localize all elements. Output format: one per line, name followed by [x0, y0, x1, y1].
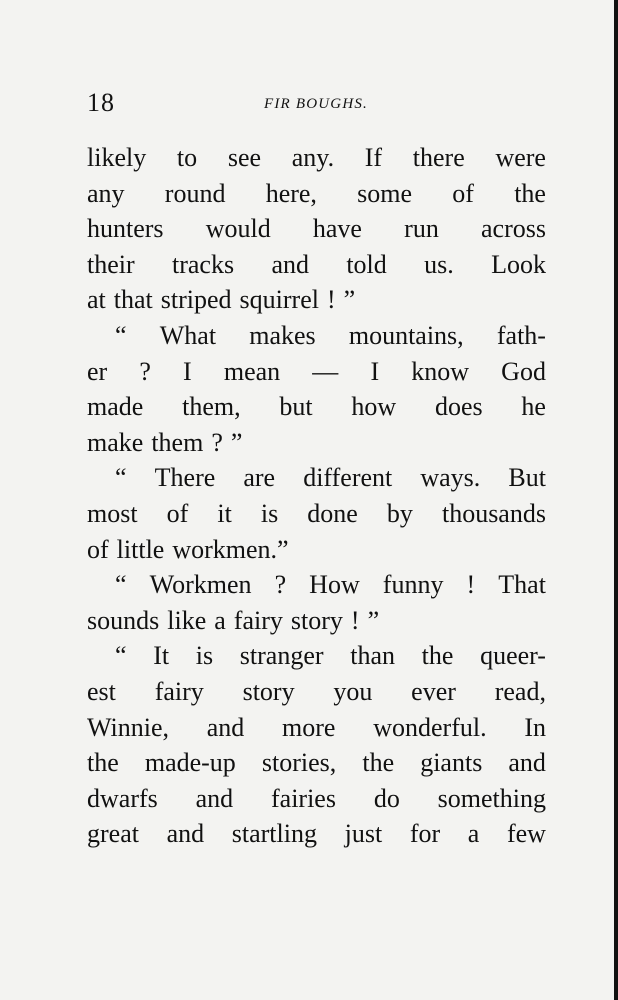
text-line: hunters would have run across	[87, 214, 546, 244]
text-line: their tracks and told us. Look	[87, 249, 546, 279]
text-line: dwarfs and fairies do something	[87, 783, 546, 813]
page-number: 18	[87, 88, 115, 117]
text-line: make them ? ”	[87, 427, 243, 457]
text-line: “ What makes mountains, fath-	[115, 320, 546, 350]
text-line: er ? I mean — I know God	[87, 356, 546, 386]
text-line: the made-up stories, the giants and	[87, 748, 546, 778]
running-title: FIR BOUGHS.	[263, 96, 368, 112]
text-line: “ Workmen ? How funny ! That	[115, 570, 546, 600]
text-line: of little workmen.”	[87, 534, 289, 564]
text-line: made them, but how does he	[87, 392, 546, 422]
text-line: at that striped squirrel ! ”	[87, 285, 356, 315]
text-line: Winnie, and more wonderful. In	[87, 712, 546, 742]
text-line: “ There are different ways. But	[115, 463, 546, 493]
text-line: most of it is done by thousands	[87, 498, 546, 528]
text-line: great and startling just for a few	[87, 819, 546, 849]
text-line: any round here, some of the	[87, 178, 546, 208]
text-line: likely to see any. If there were	[87, 143, 546, 172]
body-text	[87, 140, 546, 852]
text-line: sounds like a fairy story ! ”	[87, 605, 380, 635]
text-line: est fairy story you ever read,	[87, 676, 546, 706]
text-line: “ It is stranger than the queer-	[115, 641, 546, 671]
